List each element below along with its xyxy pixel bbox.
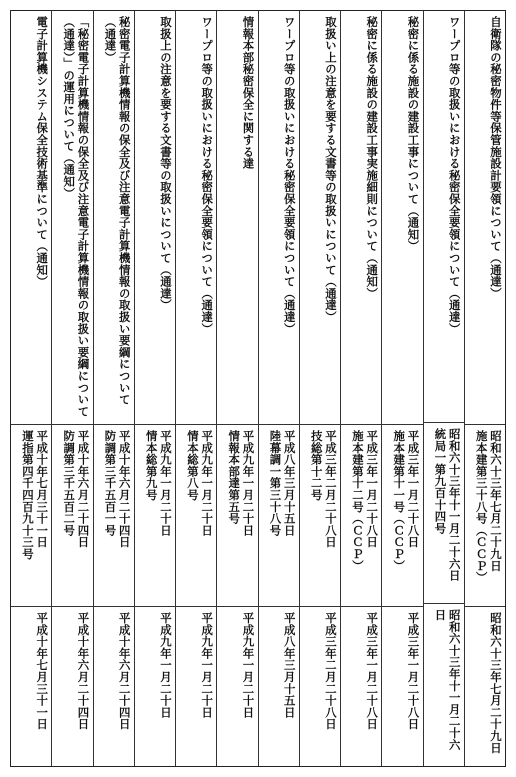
table-row xyxy=(299,11,340,766)
document-title: 取扱上の注意を要する文書等の取扱いについて（通達） xyxy=(135,11,175,425)
effective-date: 平成九年一月二十日 xyxy=(200,612,215,719)
effective-date: 平成三年二月二十八日 xyxy=(324,612,338,730)
issue-number: 平成三年一月二十八日 施本建第十一号（ＣＣＰ） xyxy=(382,425,422,607)
effective-date: 平成三年一月二十八日 xyxy=(365,612,380,730)
table-row xyxy=(258,11,299,766)
issue-number: 平成八年三月十五日 陸幕調一第三十八号 xyxy=(259,425,299,607)
table-row xyxy=(51,11,92,766)
issue-number: 平成九年一月二十日 情本総第九号 xyxy=(135,425,175,607)
issue-number: 平成三年一月二十八日 施本建第十二号（ＣＣＰ） xyxy=(341,425,381,607)
table-row xyxy=(340,11,381,766)
effective-date: 平成十年六月二十四日 xyxy=(76,612,91,730)
issue-number: 平成三年二月二十八日 技総第十二号 xyxy=(300,425,340,607)
document-title: ワープロ等の取扱いにおける秘密保全要領について（通達） xyxy=(176,11,216,425)
table-row xyxy=(93,11,134,766)
table-row xyxy=(381,11,422,766)
issue-number: 平成十年七月三十一日 運指第四千四百九十三号 xyxy=(11,425,51,607)
document-title: ワープロ等の取扱いにおける秘密保全要領について（通達） xyxy=(259,11,299,425)
document-title: 秘密に係る施設の建設工事について（通知） xyxy=(382,11,422,425)
issue-number: 平成九年一月二十日 情報本部達第五号 xyxy=(217,425,257,607)
document-title: 秘密に係る施設の建設工事実施細則について（通知） xyxy=(341,11,381,425)
document-title: 取扱い上の注意を要する文書等の取扱いについて（通達） xyxy=(300,11,340,425)
documents-table xyxy=(10,10,506,767)
table-row xyxy=(134,11,175,766)
effective-date: 平成九年一月二十日 xyxy=(241,612,256,719)
document-title: 電子計算機システム保全技術基準について（通知） xyxy=(11,11,51,425)
effective-date: 平成十年七月三十一日 xyxy=(35,612,50,730)
table-row xyxy=(11,11,51,766)
document-title: 秘密電子計算機情報の保全及び注意電子計算機情報の取扱い要綱について（通達） xyxy=(94,11,134,425)
document-title: 情報本部秘密保全に関する達 xyxy=(217,11,257,425)
issue-number: 平成十年六月二十四日 防調第三千五百二号 xyxy=(52,425,92,607)
issue-number: 平成九年一月二十日 情本総第八号 xyxy=(176,425,216,607)
issue-number: 昭和六十三年十一月二十六日 統局一第九百十四号 xyxy=(424,423,464,604)
effective-date: 平成八年三月十五日 xyxy=(282,612,297,719)
effective-date: 昭和六十三年七月二十九日 xyxy=(489,612,503,754)
table-row xyxy=(175,11,216,766)
table-row xyxy=(423,11,464,766)
issue-number: 昭和六十三年七月二十九日 施本建第三十八号（ＣＣＰ） xyxy=(465,425,505,607)
document-title: 自衛隊の秘密物件等保管施設計要領について（通達） xyxy=(465,11,505,425)
document-title: 「秘密電子計算機情報の保全及び注意電子計算機情報の取扱い要綱について（通達）」の運用について（通知） xyxy=(52,11,92,425)
document-title: ワープロ等の取扱いにおける秘密保全要領について（通達） xyxy=(424,11,464,423)
effective-date: 昭和六十三年十一月二十六日 xyxy=(433,608,462,751)
issue-number: 平成十年六月二十四日 防調第三千五百一号 xyxy=(94,425,134,607)
effective-date: 平成三年一月二十八日 xyxy=(406,612,421,730)
table-row xyxy=(216,11,257,766)
table-row xyxy=(464,11,505,766)
effective-date: 平成九年一月二十日 xyxy=(159,612,173,719)
effective-date: 平成十年六月二十四日 xyxy=(117,612,132,730)
